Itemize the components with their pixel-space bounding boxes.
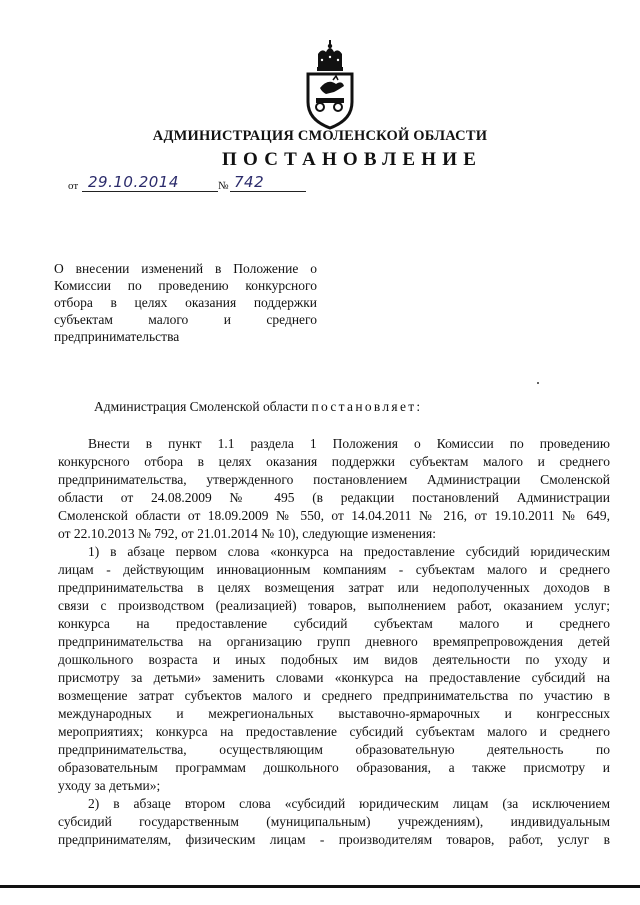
body-line: лицам - действующим инновационным компаниям - субъектам малого и среднего (58, 562, 610, 577)
preamble-decree-word: постановляет: (311, 399, 423, 414)
stray-dot (537, 382, 539, 384)
body-line: предпринимательства, осуществляющим образовательную деятельность по (58, 742, 610, 757)
body-line: предпринимательства, утвержденного постановлением Администрации Смоленской (58, 472, 610, 487)
subject-line: отбора в целях оказания поддержки (54, 295, 317, 310)
subject-line: Комиссии по проведению конкурсного (54, 278, 317, 293)
body-line: области от 24.08.2009 № 495 (в редакции постановлений Администрации (58, 490, 610, 505)
body-line: 1) в абзаце первом слова «конкурса на предоставление субсидий юридическим (88, 544, 610, 559)
date-handwritten: 29.10.2014 (88, 173, 179, 191)
body-line: предпринимательства в целях возмещения затрат или недополученных доходов в (58, 580, 610, 595)
subject-block (54, 260, 317, 345)
document-type: ПОСТАНОВЛЕНИЕ (222, 149, 483, 170)
body-line: субсидий государственным (муниципальным) учреждениям), индивидуальным (58, 814, 610, 829)
subject-line: предпринимательства (54, 329, 180, 344)
body-line: уходу за детьми»; (58, 778, 161, 793)
smolensk-coat-of-arms-icon (300, 40, 360, 130)
body-line: связи с производством (реализацией) товаров, выполнением работ, оказанием услуг; (58, 598, 610, 613)
number-prefix: № (218, 180, 229, 192)
body-line: предпринимателям, физическим лицам - производителям товаров, работ, услуг в (58, 832, 610, 847)
body-line: дошкольного возраста и иных подобных им видов деятельности по уходу и (58, 652, 610, 667)
number-handwritten: 742 (234, 173, 265, 191)
body-line: Смоленской области от 18.09.2009 № 550, от 14.04.2011 № 216, от 19.10.2011 № 649, (58, 508, 610, 523)
body-line: международных и межрегиональных выставочно-ярмарочных и конгрессных (58, 706, 610, 721)
subject-line: субъектам малого и среднего (54, 312, 317, 327)
body-line: присмотру за детьми» заменить словами «конкурса на предоставление субсидий на (58, 670, 610, 685)
organization-name: АДМИНИСТРАЦИЯ СМОЛЕНСКОЙ ОБЛАСТИ (152, 128, 488, 144)
scan-bottom-edge (0, 885, 640, 888)
preamble (94, 399, 423, 415)
body-line: конкурса на предоставление субсидий субъектам малого и среднего (58, 616, 610, 631)
body-line: 2) в абзаце втором слова «субсидий юридическим лицам (за исключением (88, 796, 610, 811)
body-line: предпринимательства на организацию групп дневного времяпрепровождения детей (58, 634, 610, 649)
date-prefix: от (68, 180, 79, 192)
body-line: от 22.10.2013 № 792, от 21.01.2014 № 10), следующие изменения: (58, 526, 436, 541)
preamble-lead: Администрация Смоленской области (94, 399, 309, 414)
subject-line: О внесении изменений в Положение о (54, 261, 317, 276)
body-line: конкурсного отбора в целях оказания поддержки субъектам малого и среднего (58, 454, 610, 469)
body-line: Внести в пункт 1.1 раздела 1 Положения о Комиссии по проведению (88, 436, 610, 451)
date-number-line (68, 175, 308, 195)
body-line: возмещение затрат субъектов малого и среднего предпринимательства по участию в (58, 688, 610, 703)
body-line: образовательным программам дошкольного образования, а также присмотру и (58, 760, 610, 775)
body-line: мероприятиях; конкурса на предоставление субсидий субъектам малого и среднего (58, 724, 610, 739)
